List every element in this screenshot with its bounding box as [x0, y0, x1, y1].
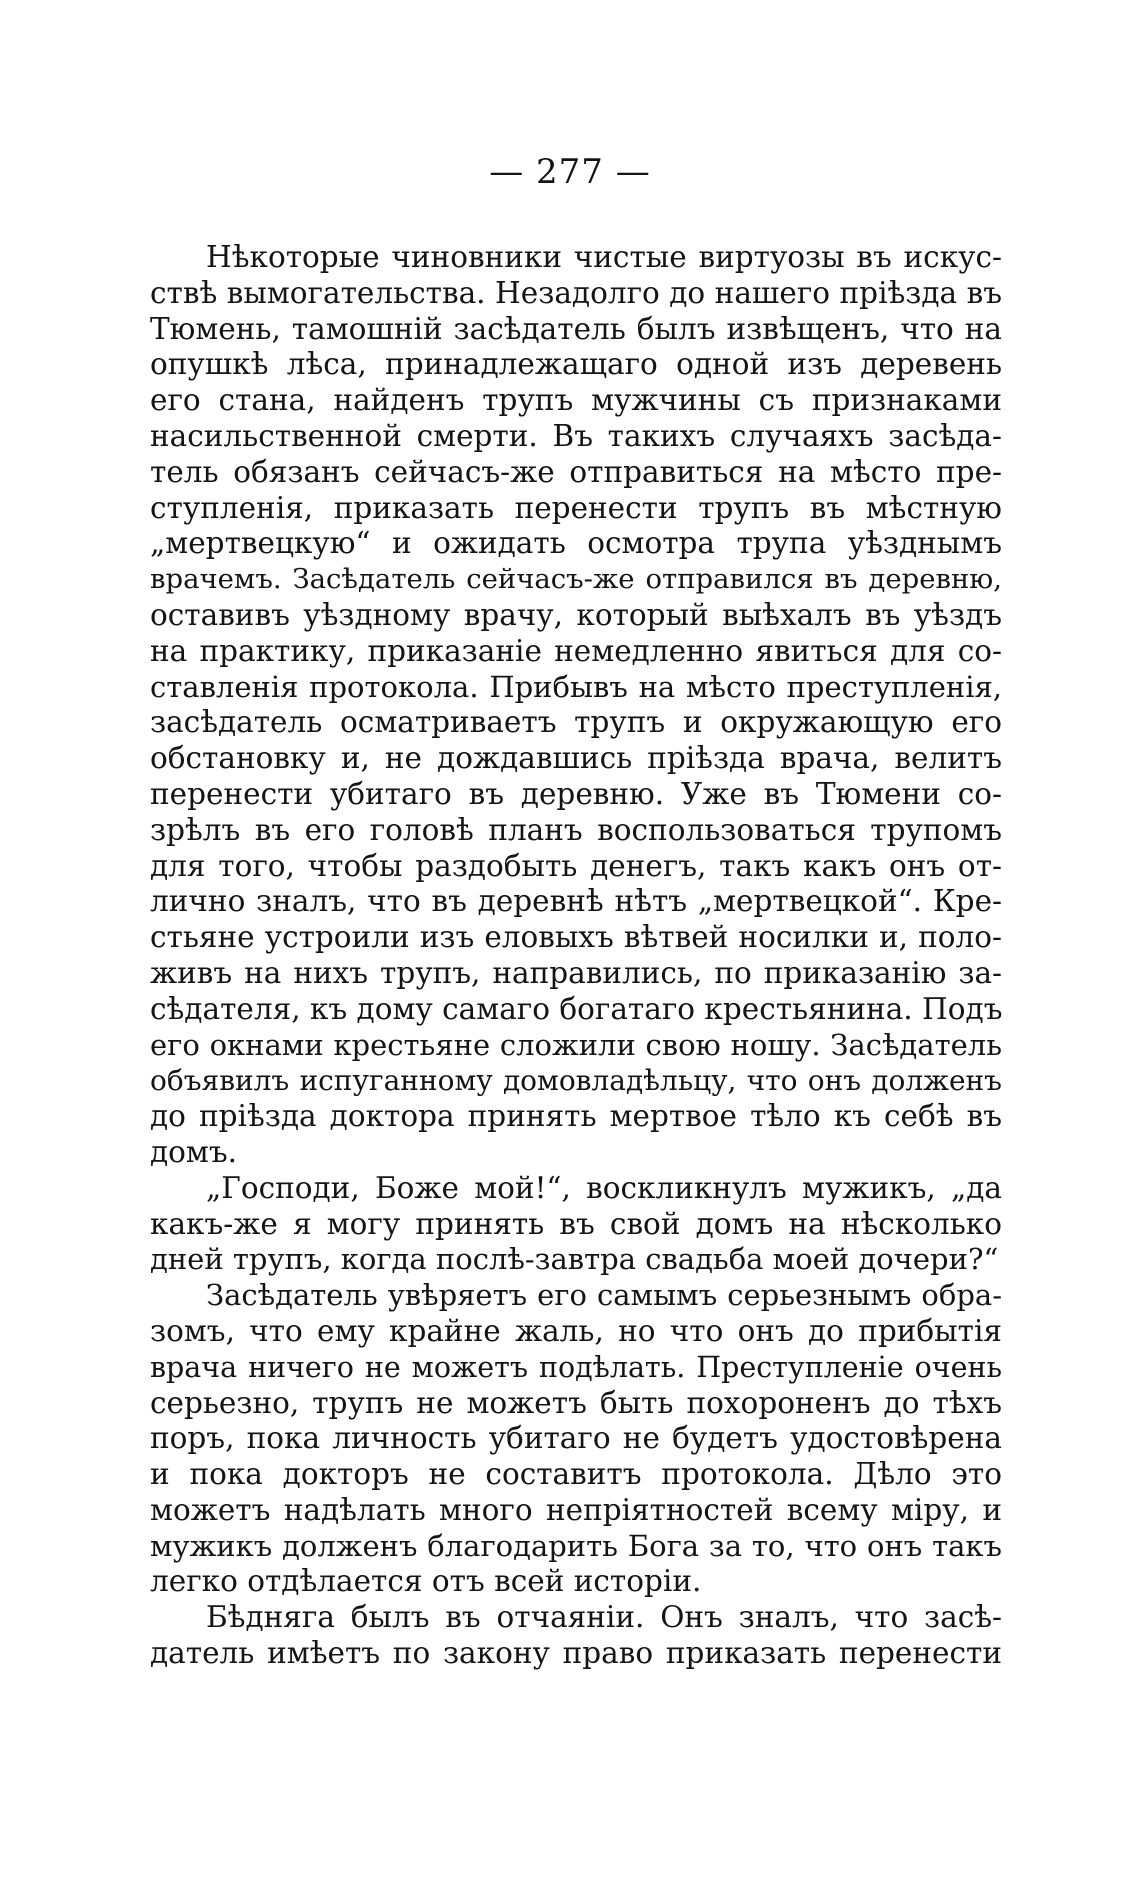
text-line: до пріѣзда доктора принять мертвое тѣло къ себѣ въ [150, 1099, 1002, 1134]
text-line: для того, чтобы раздобыть денегъ, такъ какъ онъ от- [150, 848, 1002, 883]
text-line: Тюмень, тамошній засѣдатель былъ извѣщенъ, что на [150, 311, 1002, 346]
text-line: объявилъ испуганному домовладѣльцу, что онъ долженъ [150, 1064, 1002, 1098]
text-line: тель обязанъ сейчасъ-же отправиться на мѣсто пре- [150, 454, 1002, 489]
paragraph [150, 1171, 1002, 1278]
text-line: датель имѣетъ по закону право приказать перенести [150, 1636, 1002, 1671]
text-line: легко отдѣлается отъ всей исторіи. [150, 1564, 702, 1599]
text-line: перенести убитаго въ деревню. Уже въ Тюмени со- [150, 776, 1002, 811]
paragraph [150, 1600, 1002, 1672]
text-line: ставленія протокола. Прибывъ на мѣсто преступленія, [150, 669, 1002, 704]
text-line: мужикъ долженъ благодарить Бога за то, что онъ такъ [150, 1528, 1002, 1563]
text-line: оставивъ уѣздному врачу, который выѣхалъ въ уѣздъ [150, 597, 1002, 632]
text-line: зомъ, что ему крайне жаль, но что онъ до прибытія [150, 1313, 1002, 1348]
text-line: какъ-же я могу принять въ свой домъ на нѣсколько [150, 1206, 1002, 1241]
text-line: Нѣкоторые чиновники чистые виртуозы въ искус- [206, 240, 1002, 274]
text-line: лично зналъ, что въ деревнѣ нѣтъ „мертвецкой“. Кре- [150, 884, 1002, 919]
text-line: и пока докторъ не составитъ протокола. Дѣло это [150, 1457, 1002, 1492]
text-line: насильственной смерти. Въ такихъ случаяхъ засѣда- [150, 418, 1002, 453]
text-line: ступленія, приказать перенести трупъ въ мѣстную [150, 490, 1002, 525]
body-text [150, 240, 1002, 1672]
text-line: его стана, найденъ трупъ мужчины съ признаками [150, 383, 1002, 418]
text-line: дней трупъ, когда послѣ-завтра свадьба моей дочери?“ [150, 1242, 999, 1277]
text-line: домъ. [150, 1134, 238, 1169]
text-line: можетъ надѣлать много непріятностей всему міру, и [150, 1492, 1002, 1527]
text-line: ствѣ вымогательства. Незадолго до нашего пріѣзда въ [150, 275, 1002, 310]
paragraph [150, 1278, 1002, 1600]
page-number: — 277 — [489, 152, 651, 192]
text-line: опушкѣ лѣса, принадлежащаго одной изъ деревень [150, 347, 1002, 382]
text-line: живъ на нихъ трупъ, направились, по приказанію за- [150, 955, 1002, 990]
text-line: на практику, приказаніе немедленно явиться для со- [150, 633, 1002, 668]
text-line: засѣдатель осматриваетъ трупъ и окружающую его [150, 705, 1002, 740]
text-line: врачемъ. Засѣдатель сейчасъ-же отправился въ деревню, [150, 563, 1002, 596]
text-line: Бѣдняга былъ въ отчаяніи. Онъ зналъ, что засѣ- [206, 1600, 1002, 1635]
text-line: поръ, пока личность убитаго не будетъ удостовѣрена [150, 1421, 1002, 1456]
text-line: стьяне устроили изъ еловыхъ вѣтвей носилки и, поло- [150, 920, 1002, 955]
text-line: зрѣлъ въ его головѣ планъ воспользоваться трупомъ [150, 812, 1002, 847]
text-line: врача ничего не можетъ подѣлать. Преступленіе очень [150, 1350, 1002, 1384]
text-line: Засѣдатель увѣряетъ его самымъ серьезнымъ обра- [206, 1278, 1002, 1313]
text-line: обстановку и, не дождавшись пріѣзда врача, велитъ [150, 741, 1002, 776]
text-line: „Господи, Боже мой!“, воскликнулъ мужикъ, „да [206, 1170, 1002, 1205]
text-line: серьезно, трупъ не можетъ быть похороненъ до тѣхъ [150, 1385, 1002, 1420]
text-line: его окнами крестьяне сложили свою ношу. Засѣдатель [150, 1027, 1002, 1062]
text-line: сѣдателя, къ дому самаго богатаго крестьянина. Подъ [150, 991, 1002, 1026]
text-line: „мертвецкую“ и ожидать осмотра трупа уѣзднымъ [150, 526, 1002, 561]
paragraph [150, 240, 1002, 1171]
